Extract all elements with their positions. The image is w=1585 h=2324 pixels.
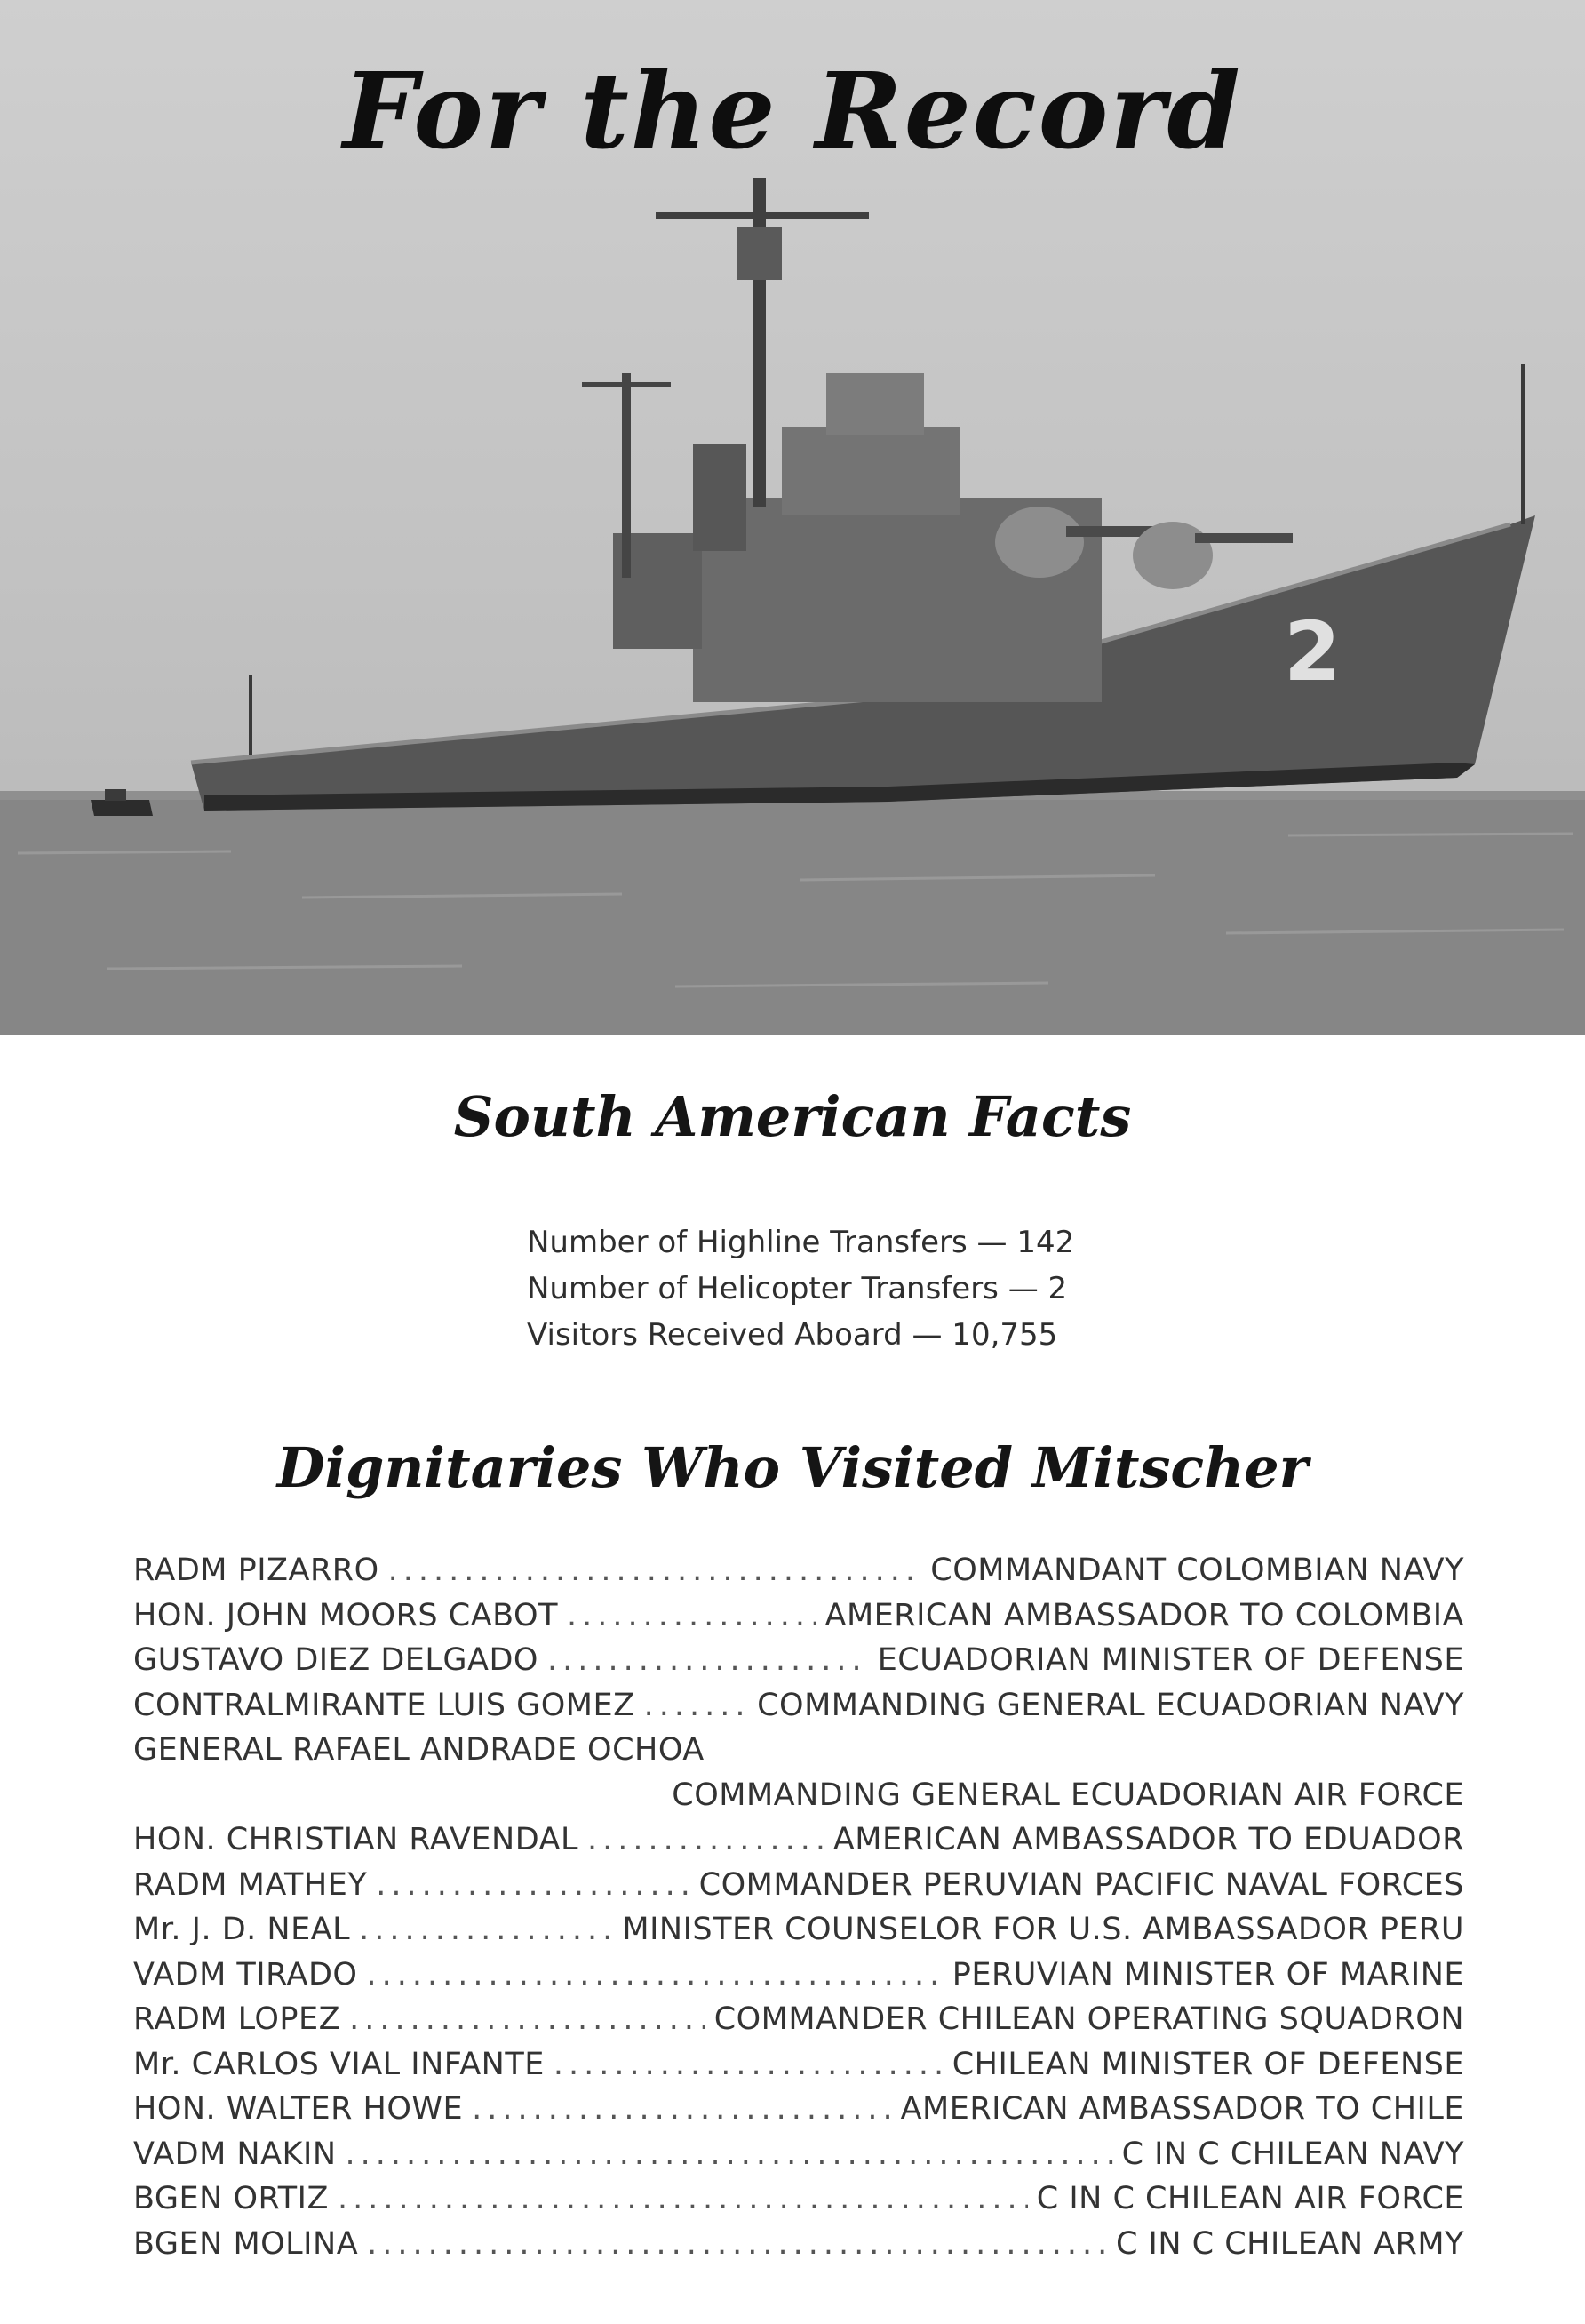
dignitary-row <box>133 1728 1464 1817</box>
dignitary-name: HON. CHRISTIAN RAVENDAL <box>133 1822 578 1857</box>
dignitary-row <box>133 2176 1464 2222</box>
dot-leader <box>359 1907 613 1953</box>
dignitary-name: Mr. CARLOS VIAL INFANTE <box>133 2046 545 2082</box>
dignitary-row <box>133 1548 1464 1593</box>
ship-photo <box>0 0 1585 1035</box>
dignitary-name: HON. JOHN MOORS CABOT <box>133 1597 558 1633</box>
dignitary-name: CONTRALMIRANTE LUIS GOMEZ <box>133 1687 635 1723</box>
dignitary-row <box>133 2132 1464 2177</box>
dignitary-name: VADM NAKIN <box>133 2136 337 2172</box>
dignitary-role: AMERICAN AMBASSADOR TO CHILE <box>900 2091 1464 2127</box>
dignitary-row <box>133 1683 1464 1729</box>
dot-leader <box>346 2132 1113 2177</box>
svg-text:2: 2 <box>1284 604 1342 699</box>
dignitary-name: RADM MATHEY <box>133 1866 368 1903</box>
dot-leader <box>376 1863 689 1908</box>
dignitary-role: AMERICAN AMBASSADOR TO COLOMBIA <box>824 1597 1464 1633</box>
dignitary-name: GUSTAVO DIEZ DELGADO <box>133 1642 538 1678</box>
dot-leader <box>587 1817 824 1863</box>
dignitary-role: COMMANDING GENERAL ECUADORIAN AIR FORCE <box>672 1777 1464 1813</box>
page-title: For the Record <box>342 49 1243 172</box>
dignitary-row <box>133 1997 1464 2042</box>
dignitaries-heading: Dignitaries Who Visited Mitscher <box>276 1435 1309 1500</box>
dignitary-row <box>133 1907 1464 1953</box>
dignitary-row <box>133 1953 1464 1998</box>
fact-helicopter-transfers: Number of Helicopter Transfers — 2 <box>527 1271 1068 1306</box>
dignitaries-list <box>133 1548 1464 2266</box>
dignitary-role: C IN C CHILEAN ARMY <box>1115 2225 1464 2262</box>
dignitary-row <box>133 1593 1464 1639</box>
dignitary-role: C IN C CHILEAN NAVY <box>1121 2136 1464 2172</box>
dignitary-name: GENERAL RAFAEL ANDRADE OCHOA <box>133 1732 705 1768</box>
dignitary-role: ECUADORIAN MINISTER OF DEFENSE <box>877 1642 1464 1678</box>
dignitary-role: C IN C CHILEAN AIR FORCE <box>1036 2181 1464 2216</box>
dignitary-name: RADM LOPEZ <box>133 2001 341 2037</box>
dignitary-row <box>133 1863 1464 1908</box>
dignitary-row <box>133 1817 1464 1863</box>
fact-visitors-received: Visitors Received Aboard — 10,755 <box>527 1317 1058 1353</box>
dot-leader <box>338 2176 1028 2222</box>
dot-leader <box>349 1997 705 2042</box>
dot-leader <box>366 1953 943 1998</box>
dot-leader <box>554 2042 944 2088</box>
dignitary-role: COMMANDER PERUVIAN PACIFIC NAVAL FORCES <box>698 1866 1464 1903</box>
dignitary-name: BGEN ORTIZ <box>133 2181 329 2216</box>
facts-list <box>527 1219 1074 1358</box>
dignitary-name: Mr. J. D. NEAL <box>133 1912 351 1947</box>
dignitary-role: AMERICAN AMBASSADOR TO EDUADOR <box>832 1822 1464 1857</box>
dot-leader <box>567 1593 816 1639</box>
dignitary-row <box>133 2222 1464 2267</box>
dignitary-role: MINISTER COUNSELOR FOR U.S. AMBASSADOR PERU <box>622 1912 1464 1947</box>
south-american-facts-heading: South American Facts <box>453 1084 1132 1149</box>
dignitary-row <box>133 2042 1464 2088</box>
dignitary-role: COMMANDER CHILEAN OPERATING SQUADRON <box>713 2001 1464 2037</box>
dignitary-row <box>133 2087 1464 2132</box>
dot-leader <box>367 2222 1107 2267</box>
dignitary-role: CHILEAN MINISTER OF DEFENSE <box>952 2046 1464 2082</box>
dot-leader <box>388 1548 922 1593</box>
dignitary-name: HON. WALTER HOWE <box>133 2091 464 2127</box>
dot-leader <box>644 1683 749 1729</box>
dignitary-role: PERUVIAN MINISTER OF MARINE <box>952 1956 1464 1993</box>
dignitary-role: COMMANDANT COLOMBIAN NAVY <box>930 1553 1464 1588</box>
dignitary-row <box>133 1638 1464 1683</box>
dignitary-role: COMMANDING GENERAL ECUADORIAN NAVY <box>757 1687 1464 1723</box>
dignitary-name: VADM TIRADO <box>133 1956 358 1993</box>
dignitary-name: BGEN MOLINA <box>133 2225 359 2262</box>
fact-highline-transfers: Number of Highline Transfers — 142 <box>527 1225 1075 1260</box>
dignitary-name: RADM PIZARRO <box>133 1553 379 1588</box>
dot-leader <box>547 1638 869 1683</box>
dot-leader <box>472 2087 891 2132</box>
